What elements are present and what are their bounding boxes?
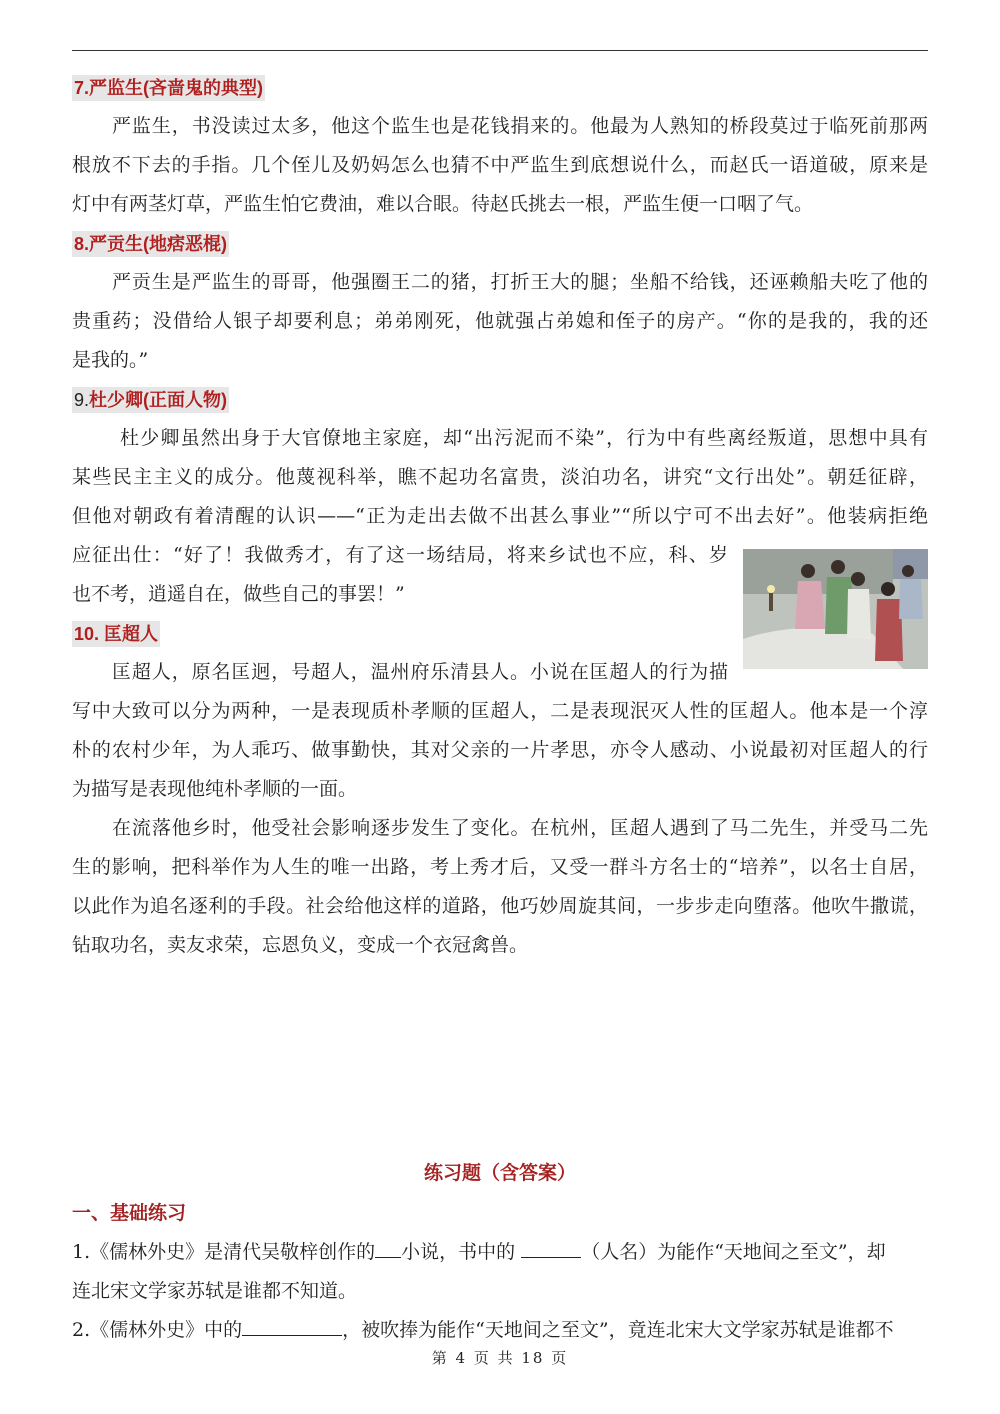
total-pages: 18	[521, 1349, 545, 1367]
paragraph-line: 但他对朝政有着清醒的认识——“正为走出去做不出甚么事业”“所以宁可不出去好”。他装病拒绝	[72, 505, 928, 527]
question-text: 1.《儒林外史》是清代吴敬梓创作的	[72, 1241, 376, 1263]
heading-text: 杜少卿(正面人物)	[89, 390, 228, 410]
heading-number: 9.	[74, 390, 90, 410]
paragraph-line: 以此作为追名逐利的手段。社会给他这样的道路，他巧妙周旋其间，一步步走向堕落。他吹牛撒谎，	[72, 895, 928, 917]
header-rule	[72, 50, 928, 51]
heading-yan-gongsheng: 8.严贡生(地痞恶棍)	[72, 231, 229, 257]
paragraph-line: 应征出仕：“好了！我做秀才，有了这一场结局，将来乡试也不应，科、岁	[72, 544, 728, 566]
scene-illustration	[743, 549, 928, 669]
paragraph-line: 钻取功名，卖友求荣，忘恩负义，变成一个衣冠禽兽。	[72, 934, 529, 956]
paragraph-line: 杜少卿虽然出身于大官僚地主家庭，却“出污泥而不染”，行为中有些离经叛道，思想中具有	[120, 427, 928, 449]
question-1-continued: 连北宋文学家苏轼是谁都不知道。	[72, 1280, 358, 1302]
paragraph-line: 某些民主主义的成分。他蔑视科举，瞧不起功名富贵，淡泊功名，讲究“文行出处”。朝廷征辟，	[72, 466, 928, 488]
paragraph-line: 匡超人，原名匡迥，号超人，温州府乐清县人。小说在匡超人的行为描	[112, 661, 728, 683]
paragraph-line: 生的影响，把科举作为人生的唯一出路，考上秀才后，又受一群斗方名士的“培养”，以名士自居，	[72, 856, 928, 878]
paragraph-line: 朴的农村少年，为人乖巧、做事勤快，其对父亲的一片孝思，亦令人感动、小说最初对匡超人的行	[72, 739, 928, 761]
heading-kuang-chaoren: 10. 匡超人	[72, 621, 160, 647]
heading-du-shaoqing	[72, 387, 229, 413]
answer-blank[interactable]	[242, 1317, 342, 1336]
paragraph-line: 也不考，逍遥自在，做些自己的事罢！”	[72, 583, 405, 605]
answer-blank[interactable]	[375, 1239, 401, 1258]
question-text: 小说，书中的	[401, 1241, 516, 1263]
heading-yan-jiansheng: 7.严监生(吝啬鬼的典型)	[72, 75, 265, 101]
paragraph-line: 严监生，书没读过太多，他这个监生也是花钱捐来的。他最为人熟知的桥段莫过于临死前那两	[112, 115, 928, 137]
document-body	[72, 68, 928, 965]
question-2	[72, 1311, 928, 1350]
page-number: 4	[455, 1349, 468, 1367]
question-1	[72, 1233, 928, 1272]
question-text: （人名）为能作“天地间之至文”，却	[581, 1241, 886, 1263]
footer-text: 第	[431, 1349, 449, 1367]
question-text: ，被吹捧为能作“天地间之至文”，竟连北宋大文学家苏轼是谁都不	[342, 1319, 894, 1341]
answer-blank[interactable]	[521, 1239, 581, 1258]
paragraph-line: 为描写是表现他纯朴孝顺的一面。	[72, 778, 358, 800]
footer-text: 页	[551, 1349, 569, 1367]
page-footer	[0, 1347, 1000, 1368]
question-text: 2.《儒林外史》中的	[72, 1319, 243, 1341]
paragraph-line: 写中大致可以分为两种，一是表现质朴孝顺的匡超人，二是表现泯灭人性的匡超人。他本是一个淳	[72, 700, 928, 722]
paragraph-line: 是我的。”	[72, 349, 149, 371]
paragraph-line: 严贡生是严监生的哥哥，他强圈王二的猪，打折王大的腿；坐船不给钱，还诬赖船夫吃了他的	[112, 271, 928, 293]
paragraph-line: 根放不下去的手指。几个侄儿及奶妈怎么也猜不中严监生到底想说什么，而赵氏一语道破，原来是	[72, 154, 928, 176]
paragraph-line: 贵重药；没借给人银子却要利息；弟弟刚死，他就强占弟媳和侄子的房产。“你的是我的，我的还	[72, 310, 928, 332]
paragraph-line: 在流落他乡时，他受社会影响逐步发生了变化。在杭州，匡超人遇到了马二先生，并受马二先	[112, 817, 928, 839]
exercises-title: 练习题（含答案）	[423, 1162, 576, 1184]
footer-text: 页 共	[473, 1349, 515, 1367]
section-basic-practice: 一、基础练习	[72, 1202, 187, 1224]
exercises	[72, 1194, 928, 1350]
paragraph-line: 灯中有两茎灯草，严监生怕它费油，难以合眼。待赵氏挑去一根，严监生便一口咽了气。	[72, 193, 814, 215]
